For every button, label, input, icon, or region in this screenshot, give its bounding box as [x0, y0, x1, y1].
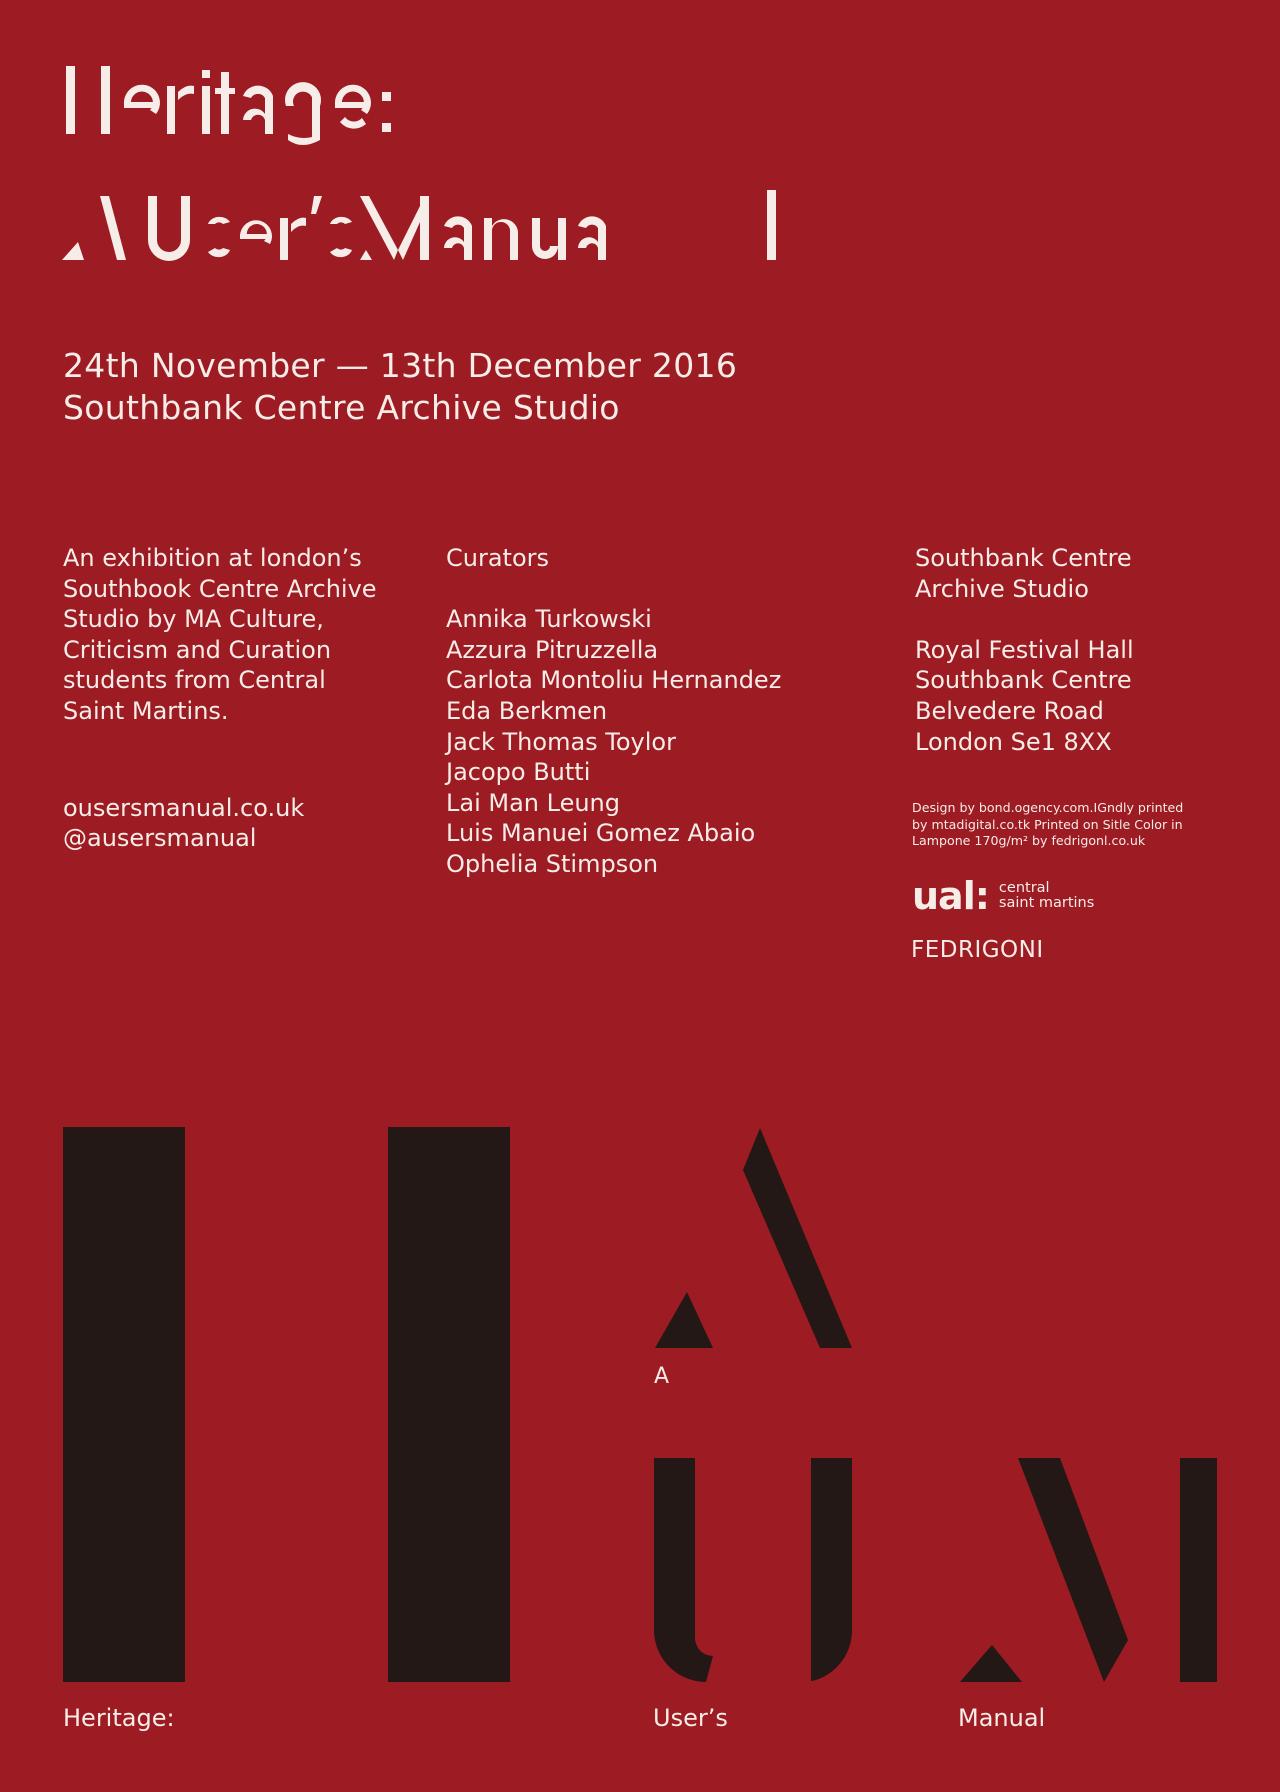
event-dates: 24th November — 13th December 2016: [63, 346, 738, 385]
credits-line: Lampone 170g/m² by fedrigonl.co.uk: [912, 833, 1146, 848]
credits-line: Design by bond.ogency.com.IGndly printed: [912, 800, 1184, 815]
ual-line: central: [998, 880, 1050, 896]
h-right-bar: [388, 1127, 510, 1682]
description-column: [63, 543, 377, 854]
description-line: Saint Martins.: [63, 696, 229, 725]
event-info: [63, 345, 737, 429]
a-right-diagonal: [743, 1128, 852, 1348]
label-manual: Manual: [958, 1704, 1046, 1732]
curator-name: Jack Thomas Toylor: [446, 727, 676, 756]
title-stencil-art: [0, 0, 1280, 300]
address-line: London Se1 8XX: [915, 727, 1112, 756]
label-a: A: [654, 1364, 670, 1389]
curators-column: [446, 543, 781, 880]
address-line: Southbank Centre: [915, 666, 1132, 695]
ual-line: saint martins: [998, 895, 1095, 911]
credits-line: by mtadigital.co.tk Printed on Sitle Color in: [912, 816, 1183, 832]
curator-name: Eda Berkmen: [446, 696, 608, 725]
large-stencil-art: [0, 1100, 1280, 1700]
m-diagonal: [1018, 1458, 1128, 1682]
curator-name: Jacopo Butti: [446, 758, 591, 787]
website-link[interactable]: ousersmanual.co.uk: [63, 793, 305, 822]
curator-name: Annika Turkowski: [446, 605, 652, 634]
description-line: Studio by MA Culture,: [63, 605, 324, 634]
curator-name: Azzura Pitruzzella: [446, 635, 659, 664]
fedrigoni-logo: FEDRIGONI: [911, 937, 1044, 963]
ual-logo: [912, 876, 1094, 916]
title-line2-stencil: [62, 190, 776, 261]
curator-name: Lai Man Leung: [446, 788, 620, 817]
design-credits: [912, 800, 1202, 850]
u-right-bar: [811, 1458, 852, 1681]
label-users: User’s: [653, 1704, 728, 1732]
address-line: Belvedere Road: [915, 696, 1104, 725]
label-heritage: Heritage:: [63, 1704, 175, 1732]
address-line: Royal Festival Hall: [915, 635, 1134, 664]
curator-name: Carlota Montoliu Hernandez: [446, 666, 782, 695]
a-left-triangle: [655, 1292, 713, 1348]
social-handle[interactable]: @ausersmanual: [63, 824, 257, 853]
description-line: Criticism and Curation: [63, 635, 332, 664]
location-line: Archive Studio: [915, 574, 1089, 603]
u-shape: [654, 1458, 713, 1682]
ual-mark: ual:: [912, 874, 989, 918]
curator-name: Ophelia Stimpson: [446, 849, 659, 878]
event-venue: Southbank Centre Archive Studio: [63, 388, 620, 427]
description-line: students from Central: [63, 666, 326, 695]
description-line: An exhibition at london’s: [63, 544, 362, 572]
h-left-bar: [63, 1127, 185, 1682]
m-left-triangle: [960, 1645, 1022, 1682]
curators-heading: Curators: [446, 544, 550, 572]
title-line1-stencil: [66, 66, 391, 145]
description-line: Southbook Centre Archive: [63, 574, 377, 603]
m-right-bar: [1180, 1458, 1217, 1682]
location-line: Southbank Centre: [915, 544, 1132, 572]
curator-name: Luis Manuei Gomez Abaio: [446, 819, 756, 848]
location-column: [915, 543, 1134, 757]
ual-text: [999, 881, 1094, 911]
